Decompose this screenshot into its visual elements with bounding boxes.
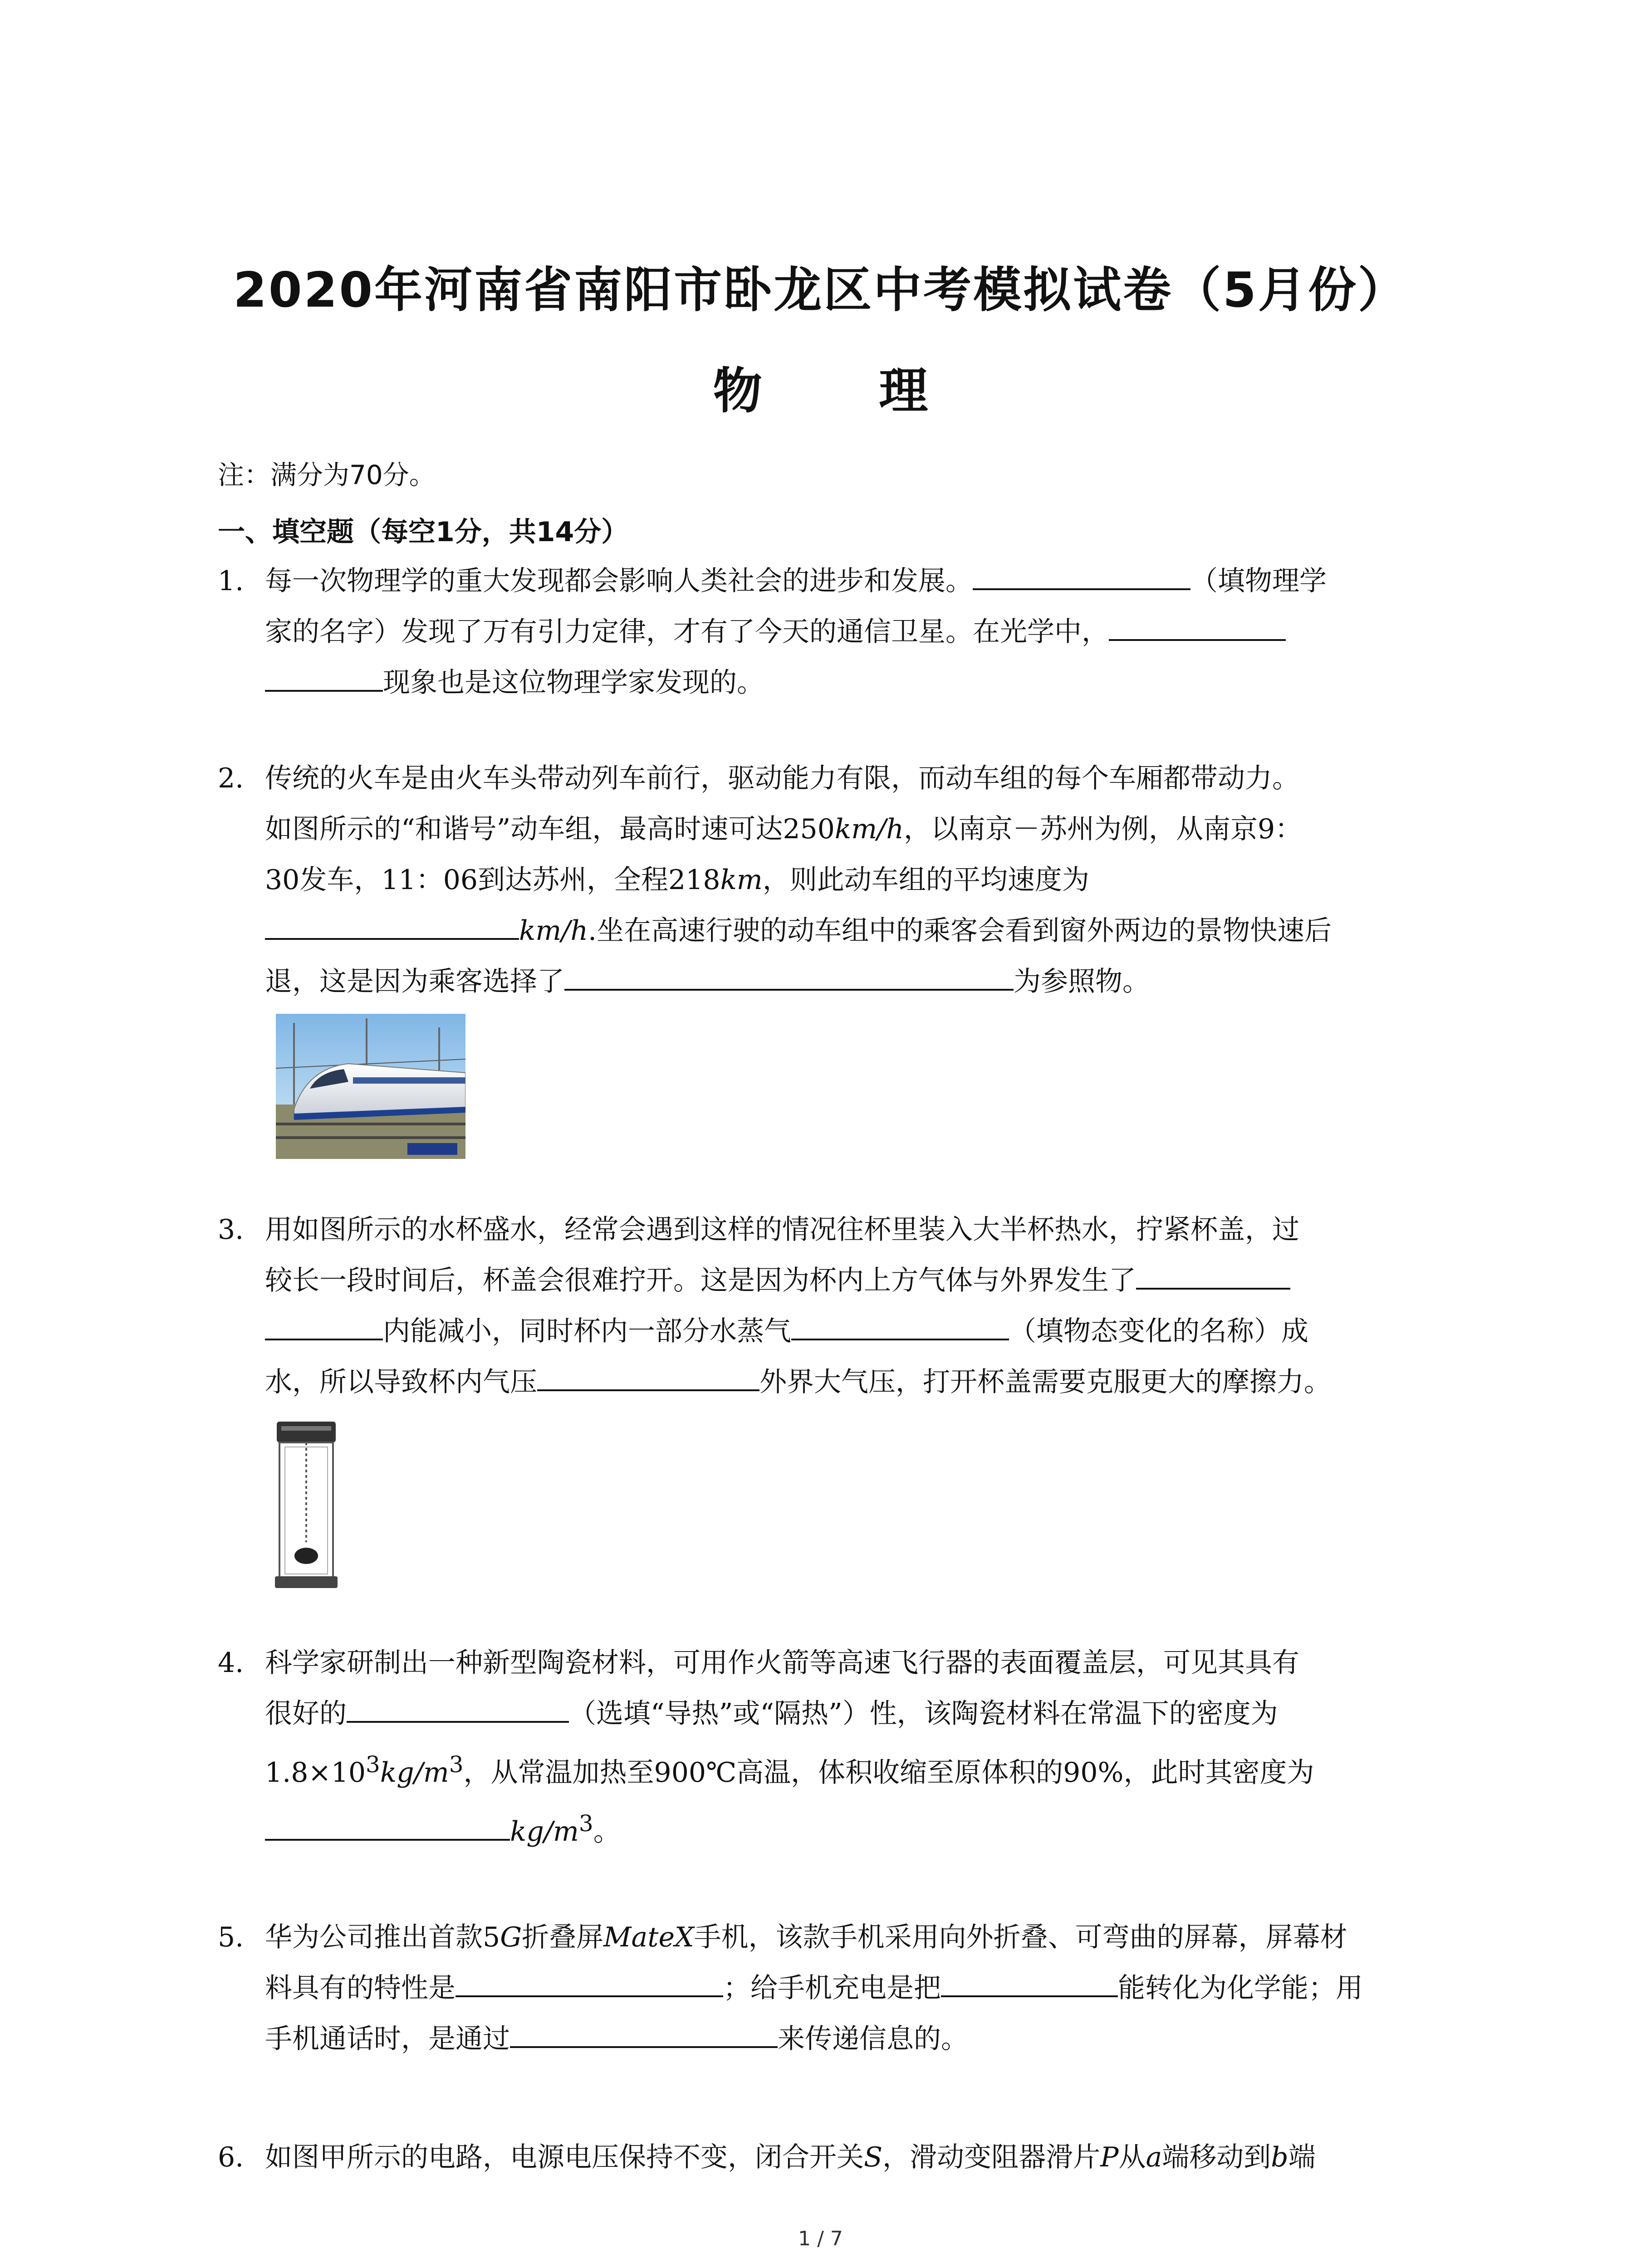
score-note: 注：满分为70分。 <box>218 459 436 490</box>
question-text: 如图所示的“和谐号”动车组，最高时速可达250 <box>265 813 835 845</box>
unit-text: km/h <box>834 813 904 845</box>
question-1 <box>218 556 1461 708</box>
unit-text: km <box>720 864 763 896</box>
question-text: 用如图所示的水杯盛水，经常会遇到这样的情况往杯里装入大半杯热水，拧紧杯盖，过 <box>265 1214 1299 1246</box>
question-text: 华为公司推出首款5 <box>265 1921 500 1953</box>
question-number: 6. <box>218 2141 244 2173</box>
question-text: 30发车，11：06到达苏州，全程218 <box>265 864 720 896</box>
unit-text: km/h <box>519 915 588 947</box>
question-text: ，则此动车组的平均速度为 <box>762 864 1089 896</box>
question-5 <box>218 1912 1461 2064</box>
question-text: 料具有的特性是 <box>265 1972 456 2004</box>
question-text: （填物态变化的名称）成 <box>1009 1315 1308 1347</box>
question-number: 1. <box>218 565 244 597</box>
italic-text: a <box>1146 2141 1162 2173</box>
question-text: 外界大气压，打开杯盖需要克服更大的摩擦力。 <box>759 1366 1331 1398</box>
exponent: 3 <box>366 1751 380 1778</box>
question-text: 。 <box>593 1816 621 1848</box>
question-number: 4. <box>218 1647 244 1679</box>
italic-text: b <box>1271 2141 1288 2173</box>
answer-blank[interactable] <box>510 2014 778 2048</box>
page-number: 1 / 7 <box>798 2227 843 2250</box>
question-text: 家的名字）发现了万有引力定律，才有了今天的通信卫星。在光学中， <box>265 616 1109 648</box>
answer-blank[interactable] <box>347 1689 569 1723</box>
answer-blank[interactable] <box>1109 607 1286 641</box>
question-text: 水，所以导致杯内气压 <box>265 1366 537 1398</box>
question-text: 手机，该款手机采用向外折叠、可弯曲的屏幕，屏幕材 <box>694 1921 1347 1953</box>
question-text: ，从常温加热至900℃高温，体积收缩至原体积的90%，此时其密度为 <box>463 1757 1314 1789</box>
exponent: 3 <box>578 1810 593 1837</box>
question-number: 5. <box>218 1921 244 1953</box>
exam-title: 2020年河南省南阳市卧龙区中考模拟试卷（5月份） <box>233 262 1408 318</box>
question-text: .坐在高速行驶的动车组中的乘客会看到窗外两边的景物快速后 <box>588 915 1332 947</box>
question-text: 端移动到 <box>1162 2141 1271 2173</box>
question-text: ；给手机充电是把 <box>723 1972 941 2004</box>
section-heading: 一、填空题（每空1分，共14分） <box>218 516 629 548</box>
question-text: （选填“导热”或“隔热”）性，该陶瓷材料在常温下的密度为 <box>569 1698 1278 1730</box>
question-text: 较长一段时间后，杯盖会很难拧开。这是因为杯内上方气体与外界发生了 <box>265 1265 1136 1296</box>
answer-blank[interactable] <box>265 1807 510 1841</box>
italic-text: P <box>1100 2141 1119 2173</box>
question-text: 折叠屏 <box>522 1921 604 1953</box>
question-2 <box>218 753 1461 1007</box>
italic-text: MateX <box>603 1921 694 1953</box>
answer-blank[interactable] <box>537 1358 759 1391</box>
question-text: 传统的火车是由火车头带动列车前行，驱动能力有限，而动车组的每个车厢都带动力。 <box>265 763 1299 794</box>
question-text: ，以南京－苏州为例，从南京9： <box>903 813 1303 845</box>
question-text: 从 <box>1118 2141 1146 2173</box>
question-text: 每一次物理学的重大发现都会影响人类社会的进步和发展。 <box>265 565 973 597</box>
question-text: 端 <box>1288 2141 1316 2173</box>
answer-blank[interactable] <box>791 1307 1009 1340</box>
italic-text: S <box>864 2141 883 2173</box>
question-3 <box>218 1204 1461 1408</box>
answer-blank[interactable] <box>1136 1256 1290 1290</box>
answer-blank[interactable] <box>564 957 1014 991</box>
answer-blank[interactable] <box>265 906 519 940</box>
unit-text: kg/m <box>380 1757 449 1789</box>
answer-blank[interactable] <box>265 1307 383 1340</box>
subject-title: 物 理 <box>713 363 978 420</box>
answer-blank[interactable] <box>973 557 1190 590</box>
answer-blank[interactable] <box>941 1964 1118 1997</box>
question-text: 手机通话时，是通过 <box>265 2023 510 2055</box>
question-text: （填物理学 <box>1190 565 1327 597</box>
question-text: 为参照物。 <box>1014 966 1150 997</box>
water-cup-image <box>272 1420 340 1592</box>
italic-text: G <box>500 1921 522 1953</box>
question-text: 科学家研制出一种新型陶瓷材料，可用作火箭等高速飞行器的表面覆盖层，可见其具有 <box>265 1647 1299 1679</box>
question-text: 现象也是这位物理学家发现的。 <box>383 667 764 699</box>
answer-blank[interactable] <box>265 658 383 692</box>
question-text: 如图甲所示的电路，电源电压保持不变，闭合开关 <box>265 2141 864 2173</box>
unit-text: kg/m <box>510 1816 579 1848</box>
question-text: 退，这是因为乘客选择了 <box>265 966 564 997</box>
question-number: 2. <box>218 763 244 794</box>
question-text: 内能减小，同时杯内一部分水蒸气 <box>383 1315 791 1347</box>
question-text: 很好的 <box>265 1698 347 1730</box>
exponent: 3 <box>449 1751 464 1778</box>
question-text: 1.8×10 <box>265 1757 366 1789</box>
question-text: 能转化为化学能；用 <box>1118 1972 1363 2004</box>
question-6 <box>218 2132 1461 2183</box>
question-number: 3. <box>218 1214 244 1246</box>
train-image <box>276 1014 465 1159</box>
question-text: 来传递信息的。 <box>778 2023 968 2055</box>
question-text: ，滑动变阻器滑片 <box>882 2141 1101 2173</box>
answer-blank[interactable] <box>456 1964 723 1997</box>
question-4 <box>218 1637 1461 1857</box>
